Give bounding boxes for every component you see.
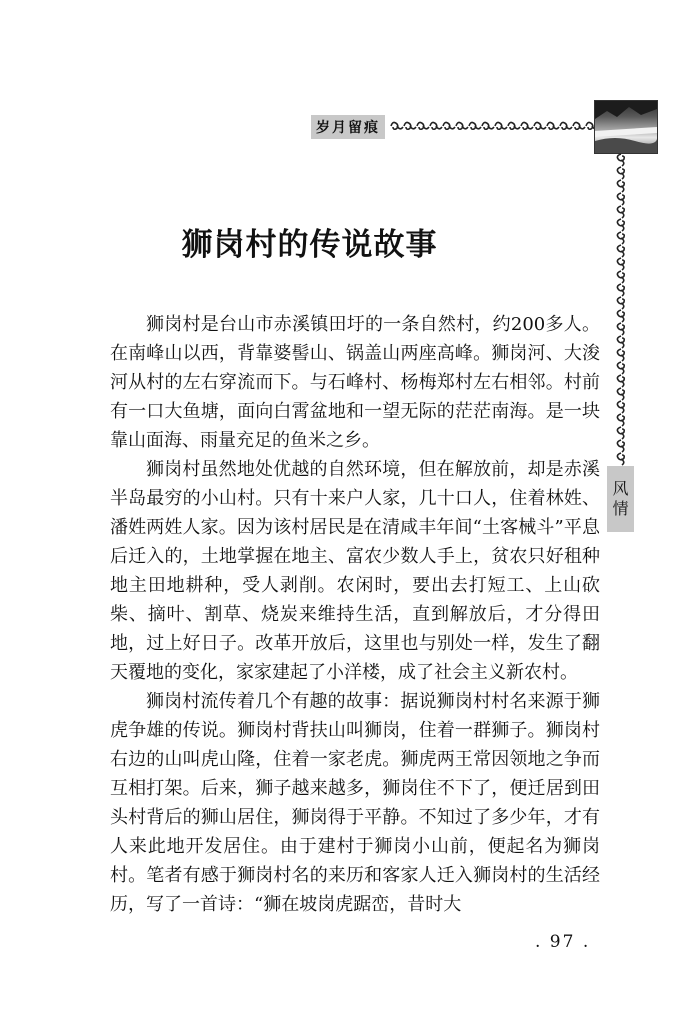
side-tab-char-2: 情 bbox=[612, 499, 629, 518]
article-body bbox=[110, 310, 600, 919]
paragraph-2: 狮岗村虽然地处优越的自然环境，但在解放前，却是赤溪半岛最穷的小山村。只有十来户人家，几十口人，住着林姓、潘姓两姓人家。因为该村居民是在清咸丰年间“土客械斗”平息后迁入的，土地掌握在地主、富农少数人手上，贫农只好租种地主田地耕种，受人剥削。农闲时，要出去打短工、上山砍柴、摘叶、割草、烧炭来维持生活，直到解放后，才分得田地，过上好日子。改革开放后，这里也与别处一样，发生了翻天覆地的变化，家家建起了小洋楼，成了社会主义新农村。 bbox=[110, 459, 600, 683]
scroll-ornament-vertical bbox=[613, 152, 629, 467]
article-title: 狮岗村的传说故事 bbox=[181, 227, 438, 263]
page-number: . 97 . bbox=[535, 932, 591, 952]
section-label: 岁月留痕 bbox=[316, 120, 380, 136]
side-category-tab bbox=[607, 466, 634, 532]
scroll-ornament-horizontal bbox=[389, 118, 594, 134]
side-tab-char-1: 风 bbox=[612, 479, 629, 498]
paragraph-1: 狮岗村是台山市赤溪镇田圩的一条自然村，约200多人。在南峰山以西，背靠婆髻山、锅盖山两座高峰。狮岗河、大浚河从村的左右穿流而下。与石峰村、杨梅郑村左右相邻。村前有一口大鱼塘，面向白霄盆地和一望无际的茫茫南海。是一块靠山面海、雨量充足的鱼米之乡。 bbox=[110, 314, 600, 451]
landscape-photo bbox=[594, 100, 658, 154]
section-tab bbox=[311, 115, 385, 139]
paragraph-3: 狮岗村流传着几个有趣的故事：据说狮岗村村名来源于狮虎争雄的传说。狮岗村背扶山叫狮岗，住着一群狮子。狮岗村右边的山叫虎山隆，住着一家老虎。狮虎两王常因领地之争而互相打架。后来，狮子越来越多，狮岗住不下了，便迁居到田头村背后的狮山居住，狮岗得于平静。不知过了多少年，才有人来此地开发居住。由于建村于狮岗小山前，便起名为狮岗村。笔者有感于狮岗村名的来历和客家人迁入狮岗村的生活经历，写了一首诗：“狮在坡岗虎踞峦，昔时大 bbox=[110, 691, 600, 915]
